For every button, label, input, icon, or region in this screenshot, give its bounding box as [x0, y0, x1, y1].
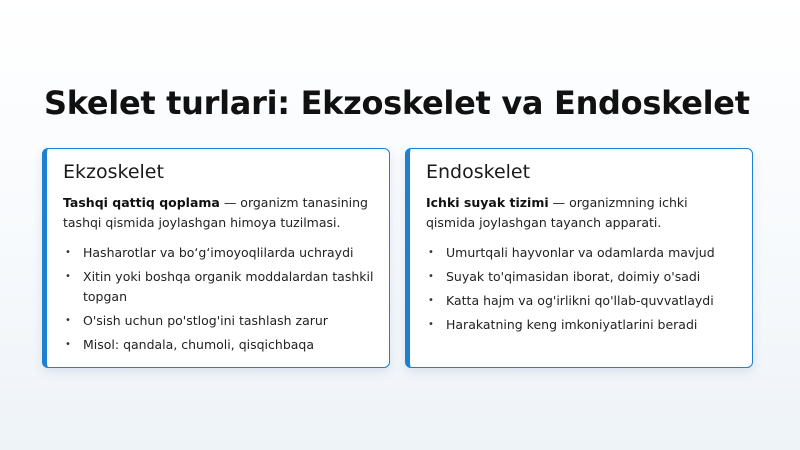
bullet-icon: • — [428, 247, 434, 258]
exoskeleton-heading: Ekzoskelet — [63, 161, 164, 183]
bullet-icon: • — [428, 295, 434, 306]
endoskeleton-card — [405, 148, 753, 368]
bullet-icon: • — [428, 319, 434, 330]
bullet-icon: • — [428, 271, 434, 282]
bullet-icon: • — [65, 271, 71, 282]
endoskeleton-definition: — organizmning ichki qismida joylashgan tayanch apparati. — [426, 195, 688, 230]
exoskeleton-list — [63, 243, 375, 355]
exoskeleton-term: Tashqi qattiq qoplama — [63, 195, 220, 210]
list-item-text: Xitin yoki boshqa organik moddalardan tashkil topgan — [83, 269, 374, 304]
list-item-text: Suyak to'qimasidan iborat, doimiy o'sadi — [446, 269, 701, 284]
bullet-icon: • — [65, 247, 71, 258]
endoskeleton-term: Ichki suyak tizimi — [426, 195, 549, 210]
list-item — [426, 243, 738, 263]
list-item-text: Harakatning keng imkoniyatlarini beradi — [446, 317, 698, 332]
list-item-text: Hasharotlar va bo‘g‘imoyoqlilarda uchraydi — [83, 245, 354, 260]
endoskeleton-description — [426, 193, 738, 233]
list-item-text: O'sish uchun po'stlog'ini tashlash zarur — [83, 313, 328, 328]
list-item — [426, 291, 738, 311]
endoskeleton-list — [426, 243, 738, 335]
list-item-text: Katta hajm va og'irlikni qo'llab-quvvatlaydi — [446, 293, 714, 308]
list-item — [426, 315, 738, 335]
exoskeleton-description — [63, 193, 375, 233]
exoskeleton-card — [42, 148, 390, 368]
bullet-icon: • — [65, 339, 71, 350]
list-item — [63, 243, 375, 263]
list-item — [63, 311, 375, 331]
bullet-icon: • — [65, 315, 71, 326]
list-item — [426, 267, 738, 287]
list-item-text: Misol: qandala, chumoli, qisqichbaqa — [83, 337, 315, 352]
list-item — [63, 267, 375, 307]
slide-title: Skelet turlari: Ekzoskelet va Endoskelet — [44, 84, 750, 122]
endoskeleton-heading: Endoskelet — [426, 161, 531, 183]
list-item — [63, 335, 375, 355]
list-item-text: Umurtqali hayvonlar va odamlarda mavjud — [446, 245, 715, 260]
exoskeleton-definition: — organizm tanasining tashqi qismida joylashgan himoya tuzilmasi. — [63, 195, 368, 230]
